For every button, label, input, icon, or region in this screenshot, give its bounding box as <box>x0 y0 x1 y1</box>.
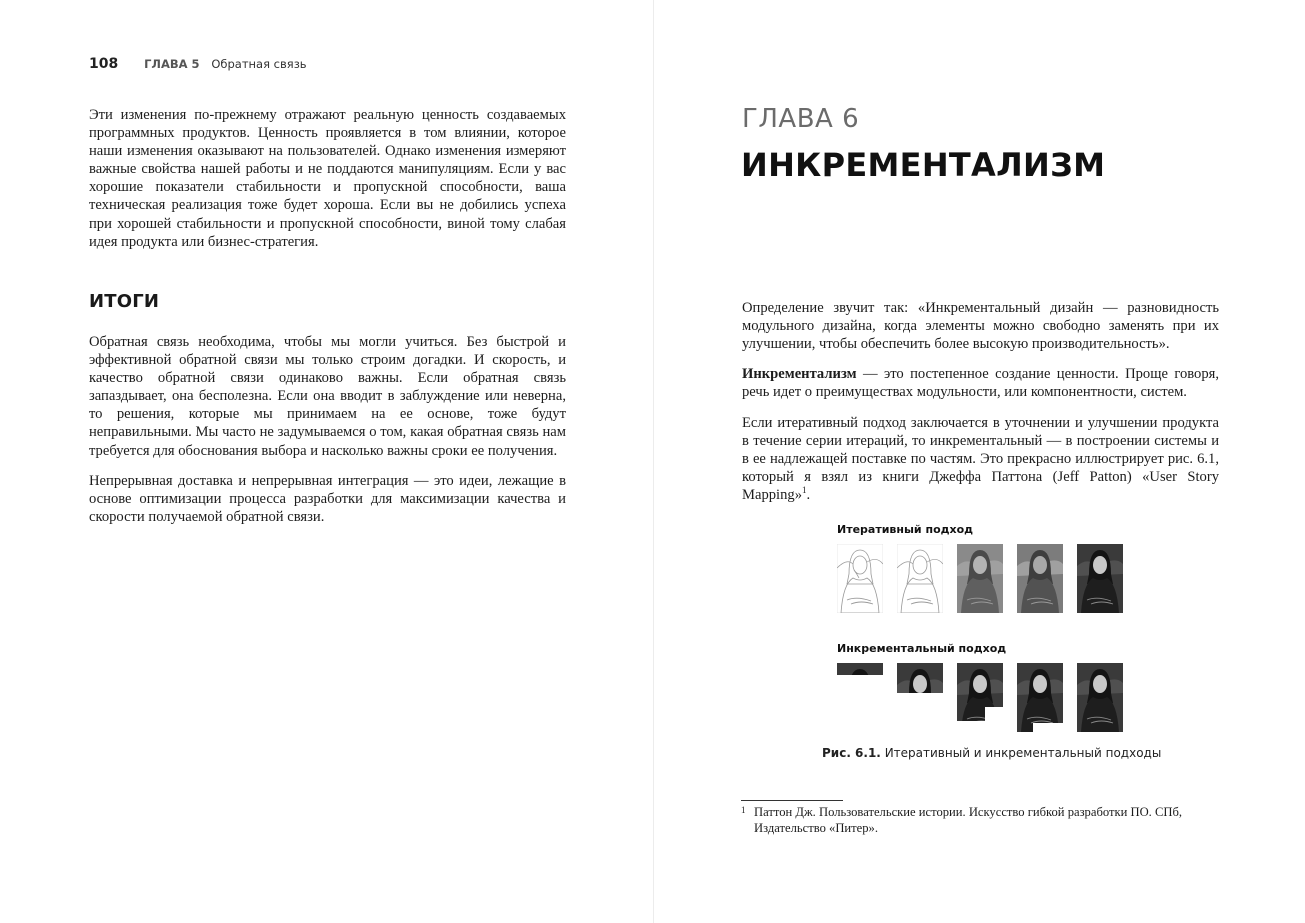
incremental-image-1 <box>837 663 883 732</box>
incremental-image-2 <box>897 663 943 732</box>
paragraph-text: — это постепенное создание ценности. Проще говоря, речь идет о преимуществах модульности, или компонентности, систем. <box>742 366 1219 401</box>
paragraph: Определение звучит так: «Инкрементальный дизайн — разновидность модульного дизайна, когда элементы можно свободно заменять при их улучшении, чтобы обеспечить более высокую производительность». <box>742 300 1219 353</box>
footnote <box>741 804 1221 836</box>
paragraph <box>742 414 1219 504</box>
paragraph: Эти изменения по-прежнему отражают реальную ценность создаваемых программных продуктов. Ценность проявляется в том влиянии, которое наши изменения оказывают на пользователей. Однако изменения измеряют важные свойства нашей работы и не поддаются манипуляциям. Если у вас хорошие показатели стабильности и пропускной способности, ваша техническая реализация тоже будет хороша. Если вы не добились успеха при хорошей стабильности и пропускной способности, виной тому слабая идея продукта или бизнес-стратегия. <box>89 107 566 250</box>
footnote-number: 1 <box>741 805 746 815</box>
iterative-image-2 <box>897 544 943 613</box>
incremental-image-4 <box>1017 663 1063 732</box>
paragraph-text: Если итеративный подход заключается в уточнении и улучшении продукта в течение серии итераций, то инкрементальный — в построении системы и в ее надлежащей поставке по частям. Это прекрасно иллюстрирует рис. 6.1, который я взял из книги Джеффа Паттона (Jeff Patton) «User Story Mapping» <box>742 415 1219 504</box>
footnote-rule <box>741 800 843 801</box>
bold-term: Инкрементализм <box>742 366 857 382</box>
iterative-image-1 <box>837 544 883 613</box>
section-heading: ИТОГИ <box>89 291 160 312</box>
caption-number: Рис. 6.1. <box>822 746 881 760</box>
paragraph: Непрерывная доставка и непрерывная интеграция — это идеи, лежащие в основе оптимизации процесса разработки для максимизации качества и скорости получаемой обратной связи. <box>89 473 566 526</box>
running-title: Обратная связь <box>211 57 307 71</box>
iterative-image-5 <box>1077 544 1123 613</box>
chapter-label: ГЛАВА 6 <box>742 104 860 134</box>
page-number: 108 <box>89 56 119 72</box>
paragraph-end: . <box>806 487 811 504</box>
iterative-label: Итеративный подход <box>837 523 974 536</box>
incremental-image-3 <box>957 663 1003 732</box>
paragraph: Обратная связь необходима, чтобы мы могли учиться. Без быстрой и эффективной обратной связи мы только строим догадки. И скорость, и качество обратной связи одинаково важны. Если обратная связь запаздывает, она бесполезна. Если она вводит в заблуждение или неверна, то решения, которые мы принимаем на ее основе, тоже будут неправильными. Мы часто не задумываемся о том, какая обратная связь нам требуется для обоснования выбора и насколько важны сроки ее получения. <box>89 334 566 459</box>
footnote-text: Паттон Дж. Пользовательские истории. Искусство гибкой разработки ПО. СПб, Издательство «Питер». <box>754 805 1183 835</box>
incremental-image-5 <box>1077 663 1123 732</box>
incremental-label: Инкрементальный подход <box>837 642 1007 655</box>
paragraph <box>742 365 1219 401</box>
footnote-ref[interactable]: 1 <box>802 485 807 496</box>
iterative-image-4 <box>1017 544 1063 613</box>
caption-text: Итеративный и инкрементальный подходы <box>880 746 1162 760</box>
running-head <box>89 56 307 72</box>
iterative-image-3 <box>957 544 1003 613</box>
chapter-title: ИНКРЕМЕНТАЛИЗМ <box>741 146 1106 184</box>
figure-caption <box>822 746 1161 760</box>
running-chapter: ГЛАВА 5 <box>144 57 200 71</box>
